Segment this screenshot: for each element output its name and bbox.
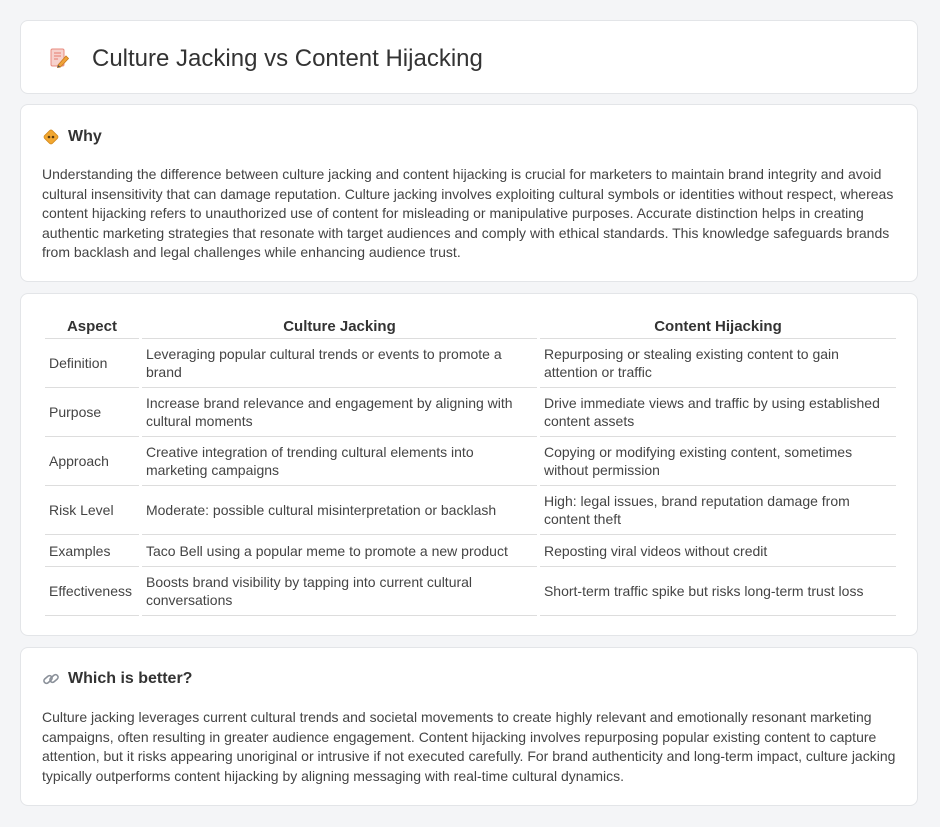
better-heading-row — [42, 670, 192, 688]
content-hijacking-cell: Reposting viral videos without credit — [540, 535, 896, 567]
why-section — [20, 104, 918, 282]
content-hijacking-cell: Drive immediate views and traffic by using established content assets — [540, 388, 896, 437]
content-hijacking-cell: High: legal issues, brand reputation damage from content theft — [540, 486, 896, 535]
comparison-table — [42, 316, 899, 616]
table-row — [45, 388, 896, 437]
header-content-hijacking: Content Hijacking — [540, 316, 896, 339]
aspect-cell: Approach — [45, 437, 139, 486]
aspect-cell: Purpose — [45, 388, 139, 437]
header-culture-jacking: Culture Jacking — [142, 316, 537, 339]
table-row — [45, 437, 896, 486]
header-aspect: Aspect — [45, 316, 139, 339]
link-icon — [42, 670, 60, 688]
culture-jacking-cell: Increase brand relevance and engagement by aligning with cultural moments — [142, 388, 537, 437]
culture-jacking-cell: Taco Bell using a popular meme to promote a new product — [142, 535, 537, 567]
culture-jacking-cell: Creative integration of trending cultural elements into marketing campaigns — [142, 437, 537, 486]
content-hijacking-cell: Short-term traffic spike but risks long-term trust loss — [540, 567, 896, 616]
better-heading: Which is better? — [68, 670, 193, 687]
page-title: Culture Jacking vs Content Hijacking — [92, 45, 483, 72]
content-hijacking-cell: Repurposing or stealing existing content to gain attention or traffic — [540, 339, 896, 388]
table-row — [45, 486, 896, 535]
why-heading-row — [42, 128, 102, 146]
header-card — [20, 20, 918, 94]
comparison-section — [20, 293, 918, 636]
aspect-cell: Effectiveness — [45, 567, 139, 616]
culture-jacking-cell: Leveraging popular cultural trends or events to promote a brand — [142, 339, 537, 388]
aspect-cell: Risk Level — [45, 486, 139, 535]
better-text: Culture jacking leverages current cultural trends and societal movements to create highly relevant and emotionally resonant marketing campaigns, often resulting in greater audience engagement. Content hijacking involves repurposing popular existing content to capture attention, but it risks appearing unoriginal or intrusive if not executed carefully. For brand authenticity and long-term impact, culture jacking typically outperforms content hijacking by aligning messaging with real-time cultural dynamics. — [42, 709, 896, 784]
aspect-cell: Examples — [45, 535, 139, 567]
culture-jacking-cell: Boosts brand visibility by tapping into current cultural conversations — [142, 567, 537, 616]
table-row — [45, 567, 896, 616]
content-hijacking-cell: Copying or modifying existing content, sometimes without permission — [540, 437, 896, 486]
why-heading: Why — [68, 128, 102, 145]
which-is-better-section — [20, 647, 918, 806]
diamond-sign-icon — [42, 128, 60, 146]
why-text: Understanding the difference between culture jacking and content hijacking is crucial for marketers to maintain brand integrity and avoid cultural insensitivity that can damage reputation. Culture jacking involves exploiting cultural symbols or identities without respect, whereas content hijacking refers to unauthorized use of content for misleading or manipulative purposes. Accurate distinction helps in creating authentic marketing strategies that resonate with target audiences and comply with ethical standards. This knowledge safeguards brands from backlash and legal challenges while enhancing audience trust. — [42, 166, 894, 261]
document-pencil-icon — [48, 47, 70, 69]
table-row — [45, 339, 896, 388]
table-row — [45, 535, 896, 567]
aspect-cell: Definition — [45, 339, 139, 388]
culture-jacking-cell: Moderate: possible cultural misinterpretation or backlash — [142, 486, 537, 535]
table-header-row — [45, 316, 896, 339]
